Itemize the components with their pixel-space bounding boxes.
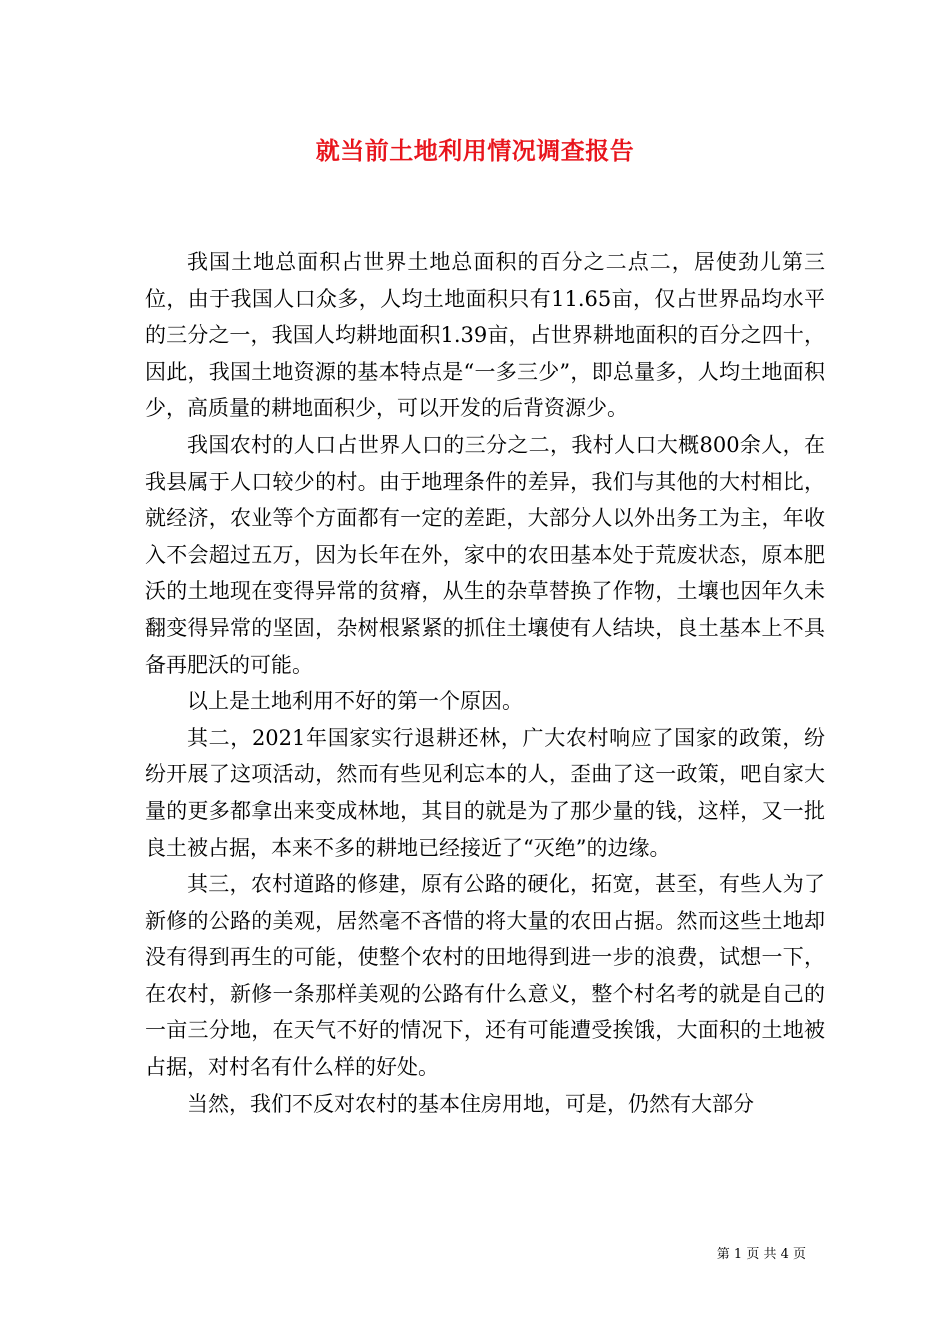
document-title: 就当前土地利用情况调查报告 [315,137,635,165]
paragraph-2: 我国农村的人口占世界人口的三分之二，我村人口大概800余人，在我县属于人口较少的村。由于地理条件的差异，我们与其他的大村相比，就经济，农业等个方面都有一定的差距，大部分人以外出务工为主，年收入不会超过五万，因为长年在外，家中的农田基本处于荒废状态，原本肥沃的土地现在变得异常的贫瘠，从生的杂草替换了作物，土壤也因年久未翻变得异常的坚固，杂树根紧紧的抓住土壤使有人结块，良土基本上不具备再肥沃的可能。 [145,432,825,677]
paragraph-3: 以上是土地利用不好的第一个原因。 [187,689,523,714]
paragraph-4: 其二，2021年国家实行退耕还林，广大农村响应了国家的政策，纷纷开展了这项活动，然而有些见利忘本的人，歪曲了这一政策，吧自家大量的更多都拿出来变成林地，其目的就是为了那少量的钱，这样，又一批良土被占据，本来不多的耕地已经接近了“灭绝”的边缘。 [145,725,825,860]
paragraph-1: 我国土地总面积占世界土地总面积的百分之二点二，居使劲儿第三位，由于我国人口众多，人均土地面积只有11.65亩，仅占世界品均水平的三分之一，我国人均耕地面积1.39亩，占世界耕地面积的百分之四十，因此，我国土地资源的基本特点是“一多三少”，即总量多，人均土地面积少，高质量的耕地面积少，可以开发的后背资源少。 [145,250,825,421]
page-number-footer: 第 1 页 共 4 页 [716,1247,806,1262]
paragraph-6: 当然，我们不反对农村的基本住房用地，可是，仍然有大部分 [187,1091,754,1116]
document-body [145,244,825,1122]
paragraph-5: 其三，农村道路的修建，原有公路的硬化，拓宽，甚至，有些人为了新修的公路的美观，居然毫不吝惜的将大量的农田占据。然而这些土地却没有得到再生的可能，使整个农村的田地得到进一步的浪费，试想一下，在农村，新修一条那样美观的公路有什么意义，整个村名考的就是自己的一亩三分地，在天气不好的情况下，还有可能遭受挨饿，大面积的土地被占据，对村名有什么样的好处。 [145,872,825,1080]
